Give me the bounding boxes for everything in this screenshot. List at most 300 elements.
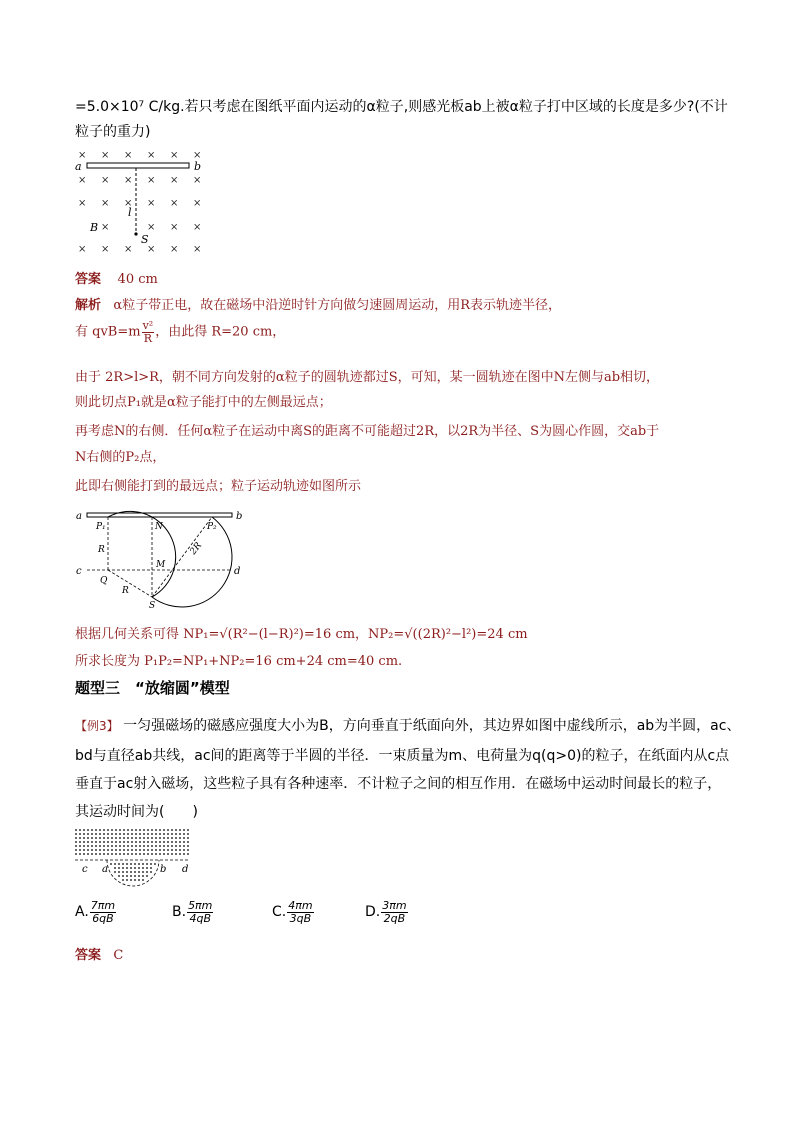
field-dot: [126, 863, 128, 865]
arc-small: [108, 511, 176, 597]
field-dot: [163, 845, 165, 847]
field-dot: [107, 853, 109, 855]
field-dot: [107, 833, 109, 835]
field-dot: [150, 867, 152, 869]
field-dot: [187, 837, 189, 839]
field-dot: [111, 841, 113, 843]
field-dot: [163, 849, 165, 851]
field-dot: [75, 845, 77, 847]
field-dot: [115, 849, 117, 851]
field-dot: [134, 879, 136, 881]
field-dot: [107, 849, 109, 851]
field-dot: [167, 829, 169, 831]
field-dot: [111, 837, 113, 839]
fig2-c: c: [76, 566, 82, 577]
field-dot: [115, 853, 117, 855]
field-dot: [115, 845, 117, 847]
field-dot: [99, 837, 101, 839]
field-dot: [122, 879, 124, 881]
field-cross: ×: [78, 150, 87, 161]
field-dot: [99, 829, 101, 831]
field-cross: ×: [124, 198, 133, 209]
field-dot: [91, 833, 93, 835]
field-dot: [103, 841, 105, 843]
field-dot: [130, 863, 132, 865]
field-dot: [155, 853, 157, 855]
analysis-line-6: N右侧的P₂点，: [75, 450, 166, 465]
field-dot: [167, 845, 169, 847]
field-dot: [103, 849, 105, 851]
field-dot: [83, 841, 85, 843]
example3-line-1: 【例3】 一匀强磁场的磁感应强度大小为B，方向垂直于纸面向外，其边界如图中虚线所示，ab为半圆，ac、: [75, 718, 741, 734]
field-dot: [183, 829, 185, 831]
field-dot: [151, 837, 153, 839]
field-dot: [175, 833, 177, 835]
field-dot: [175, 841, 177, 843]
analysis-line-3: 由于 2R>l>R，朝不同方向发射的α粒子的圆轨迹都过S，可知，某一圆轨迹在图中N左侧与ab相切，: [75, 370, 660, 385]
fig2-r2: R: [122, 586, 129, 596]
field-cross: ×: [101, 175, 110, 186]
field-dot: [127, 833, 129, 835]
label-S: S: [141, 233, 149, 246]
field-dot: [155, 845, 157, 847]
field-dot: [147, 841, 149, 843]
field-dot: [115, 837, 117, 839]
field-dot: [131, 837, 133, 839]
field-dot: [95, 837, 97, 839]
analysis-line-2: 有 qvB=m $\frac{\text{v²}}{R}$ ，由此得 R=20 cm，: [75, 319, 286, 345]
field-dot: [127, 841, 129, 843]
field-dot: [83, 833, 85, 835]
field-dot: [79, 841, 81, 843]
field-dot: [83, 845, 85, 847]
field-dot: [175, 829, 177, 831]
fig2-a: a: [76, 511, 82, 522]
field-dot: [135, 829, 137, 831]
field-dot: [138, 875, 140, 877]
field-cross: ×: [101, 198, 110, 209]
field-dot: [134, 867, 136, 869]
field-dot: [183, 837, 185, 839]
field-dot: [91, 849, 93, 851]
field-dot: [87, 833, 89, 835]
field-dot: [151, 833, 153, 835]
field-dot: [138, 871, 140, 873]
field-dot: [79, 833, 81, 835]
field-dot: [138, 879, 140, 881]
field-dot: [103, 837, 105, 839]
field-cross: ×: [147, 198, 156, 209]
field-dot: [135, 841, 137, 843]
fig2-m: M: [156, 560, 166, 570]
field-dot: [75, 849, 77, 851]
field-dot: [115, 841, 117, 843]
field-cross: ×: [124, 244, 133, 255]
field-dot: [150, 863, 152, 865]
field-dot: [159, 837, 161, 839]
field-dot: [143, 845, 145, 847]
field-dot: [146, 871, 148, 873]
field-dot: [146, 867, 148, 869]
fig2-s: S: [149, 601, 156, 611]
label-B: B: [90, 221, 99, 234]
field-dot: [139, 829, 141, 831]
answer-label: 答案: [75, 272, 102, 287]
field-dot: [110, 863, 112, 865]
field-dot: [171, 849, 173, 851]
option-d[interactable]: D. $\frac{3\pi m}{2qB}$: [365, 899, 407, 925]
field-dot: [135, 837, 137, 839]
field-dot: [111, 845, 113, 847]
fig2-p2: P₂: [207, 522, 217, 532]
field-dot: [139, 841, 141, 843]
example3-line-2: bd与直径ab共线，ac间的距离等于半圆的半径．一束质量为m、电荷量为q(q>0)的粒子，在纸面内从c点: [75, 748, 730, 764]
field-dot: [123, 833, 125, 835]
field-dot: [159, 841, 161, 843]
field-dot: [130, 867, 132, 869]
field-dot: [175, 853, 177, 855]
field-dot: [127, 829, 129, 831]
field-dot: [107, 841, 109, 843]
field-dot: [111, 849, 113, 851]
field-dot: [123, 841, 125, 843]
field-dot: [146, 875, 148, 877]
field-dot: [122, 871, 124, 873]
field-dot: [95, 833, 97, 835]
field-dot: [118, 875, 120, 877]
label-l: l: [128, 206, 132, 219]
field-dot: [123, 837, 125, 839]
field-dot: [95, 829, 97, 831]
field-dot: [179, 853, 181, 855]
answer-value: 40 cm: [117, 272, 158, 287]
label-b: b: [194, 160, 202, 173]
field-dot: [79, 837, 81, 839]
field-dot: [107, 837, 109, 839]
field-cross: ×: [170, 222, 179, 233]
field-dot: [95, 845, 97, 847]
field-dot: [119, 837, 121, 839]
field-dot: [175, 845, 177, 847]
field-dot: [79, 849, 81, 851]
analysis-label: 解析: [75, 298, 102, 313]
field-dot: [155, 833, 157, 835]
field-cross: ×: [170, 150, 179, 161]
field-dot: [167, 837, 169, 839]
figure-trajectory: [70, 505, 250, 613]
field-dot: [99, 833, 101, 835]
field-dot: [146, 863, 148, 865]
field-dot: [139, 849, 141, 851]
field-dot: [179, 829, 181, 831]
field-dot: [99, 845, 101, 847]
plate-ab: [87, 163, 189, 168]
field-dot: [134, 875, 136, 877]
field-dot: [107, 829, 109, 831]
field-dot: [114, 871, 116, 873]
field-dot: [111, 833, 113, 835]
field-dot: [91, 845, 93, 847]
field-crosses: [78, 150, 201, 255]
fig2-b: b: [236, 511, 243, 522]
fig3-b: b: [160, 864, 167, 875]
field-dot: [167, 853, 169, 855]
field-dot: [171, 845, 173, 847]
field-dot: [151, 849, 153, 851]
field-dot: [139, 833, 141, 835]
field-dot: [103, 829, 105, 831]
field-dot: [139, 845, 141, 847]
analysis-line-8: 根据几何关系可得 NP₁=√(R²−(l−R)²)=16 cm，NP₂=√((2R)²−l²)=24 cm: [75, 627, 528, 642]
field-dot: [183, 849, 185, 851]
field-dot: [119, 829, 121, 831]
field-dot: [159, 833, 161, 835]
field-dot: [175, 849, 177, 851]
field-dot: [179, 845, 181, 847]
field-cross: ×: [124, 175, 133, 186]
field-dot: [95, 853, 97, 855]
field-dot: [126, 875, 128, 877]
field-dot: [83, 849, 85, 851]
field-dot: [79, 853, 81, 855]
field-dot: [183, 845, 185, 847]
field-dot: [134, 863, 136, 865]
field-dot: [111, 829, 113, 831]
field-dot: [135, 853, 137, 855]
field-dot: [87, 841, 89, 843]
field-dot: [131, 849, 133, 851]
field-dot: [142, 871, 144, 873]
field-dot: [151, 841, 153, 843]
field-dot: [119, 849, 121, 851]
field-cross: ×: [101, 222, 110, 233]
source-point-s: [134, 232, 137, 235]
field-dot: [151, 829, 153, 831]
field-dot: [147, 837, 149, 839]
field-dot: [171, 853, 173, 855]
field-dot: [147, 833, 149, 835]
option-c[interactable]: C. $\frac{4\pi m}{3qB}$: [272, 899, 313, 925]
field-dot: [183, 833, 185, 835]
field-dot: [154, 863, 156, 865]
field-dot: [99, 849, 101, 851]
analysis-line-1: 解析 α粒子带正电，故在磁场中沿逆时针方向做匀速圆周运动，用R表示轨迹半径，: [75, 298, 561, 313]
field-dot: [171, 841, 173, 843]
fig2-q: Q: [100, 576, 108, 586]
fig3-c: c: [82, 864, 88, 875]
field-dot: [147, 853, 149, 855]
field-dot: [187, 841, 189, 843]
field-dot: [139, 853, 141, 855]
option-a[interactable]: A. $\frac{7\pi m}{6qB}$: [75, 899, 116, 925]
field-dot: [123, 853, 125, 855]
fig2-2r: 2R: [188, 540, 205, 557]
field-dot: [159, 829, 161, 831]
field-dot: [118, 867, 120, 869]
field-dot: [99, 841, 101, 843]
field-dot: [118, 863, 120, 865]
field-dot: [143, 841, 145, 843]
answer-1: [75, 268, 158, 287]
field-cross: ×: [101, 244, 110, 255]
example3-line-3: 垂直于ac射入磁场，这些粒子具有各种速率．不计粒子之间的相互作用．在磁场中运动时间最长的粒子，: [75, 776, 722, 792]
field-dot: [87, 845, 89, 847]
analysis-line-5: 再考虑N的右侧．任何α粒子在运动中离S的距离不可能超过2R，以2R为半径、S为圆心作圆，交ab于: [75, 424, 660, 439]
analysis-line-9: 所求长度为 P₁P₂=NP₁+NP₂=16 cm+24 cm=40 cm.: [75, 654, 403, 669]
field-cross: ×: [78, 175, 87, 186]
field-dot: [91, 841, 93, 843]
field-dot: [142, 863, 144, 865]
field-cross: ×: [78, 198, 87, 209]
field-dot: [126, 867, 128, 869]
field-dot: [79, 845, 81, 847]
fig2-p1: P₁: [96, 522, 106, 532]
field-cross: ×: [147, 175, 156, 186]
field-dot: [130, 879, 132, 881]
field-dot: [143, 837, 145, 839]
field-dot: [142, 879, 144, 881]
field-dot: [179, 833, 181, 835]
field-dot: [75, 837, 77, 839]
field-dot: [87, 829, 89, 831]
field-dot: [87, 853, 89, 855]
field-dot: [147, 845, 149, 847]
field-dot: [119, 833, 121, 835]
field-dot: [75, 829, 77, 831]
field-dot: [143, 849, 145, 851]
field-dot: [127, 837, 129, 839]
option-b[interactable]: B. $\frac{5\pi m}{4qB}$: [172, 899, 213, 925]
field-dot: [139, 837, 141, 839]
figure-dotted-field: [72, 826, 197, 888]
field-dot: [127, 849, 129, 851]
field-dot: [75, 833, 77, 835]
field-dot: [103, 833, 105, 835]
field-dot: [167, 849, 169, 851]
field-dot: [111, 853, 113, 855]
fig2-d: d: [234, 566, 241, 577]
example3-line-4: 其运动时间为( ): [75, 804, 198, 820]
field-dot: [143, 829, 145, 831]
section-title: 题型三 “放缩圆”模型: [75, 679, 230, 697]
field-dot: [83, 837, 85, 839]
field-dot: [134, 871, 136, 873]
field-dot: [103, 845, 105, 847]
field-dot: [143, 853, 145, 855]
field-cross: ×: [124, 150, 133, 161]
field-cross: ×: [193, 198, 202, 209]
field-dot: [142, 867, 144, 869]
field-cross: ×: [193, 244, 202, 255]
field-dot: [114, 867, 116, 869]
field-dot: [87, 849, 89, 851]
field-dot: [135, 833, 137, 835]
field-dot: [175, 837, 177, 839]
answer-3: [75, 944, 123, 963]
field-dot: [143, 833, 145, 835]
field-dot: [130, 871, 132, 873]
field-dot: [155, 837, 157, 839]
field-dot: [115, 829, 117, 831]
figure-plate-field: [70, 148, 210, 260]
field-dot: [122, 863, 124, 865]
field-dot: [87, 837, 89, 839]
field-dot: [119, 841, 121, 843]
field-dot: [163, 837, 165, 839]
field-cross: ×: [170, 244, 179, 255]
field-dot: [107, 845, 109, 847]
field-dot: [171, 829, 173, 831]
problem-line-2: 粒子的重力): [75, 124, 151, 140]
field-cross: ×: [78, 244, 87, 255]
field-dot: [118, 871, 120, 873]
field-dot: [123, 845, 125, 847]
field-cross: ×: [147, 244, 156, 255]
field-dot: [91, 829, 93, 831]
field-dot: [75, 841, 77, 843]
field-dot: [122, 867, 124, 869]
field-dot: [126, 879, 128, 881]
field-dot: [179, 841, 181, 843]
field-dot: [95, 849, 97, 851]
field-dot: [159, 845, 161, 847]
field-cross: ×: [170, 198, 179, 209]
field-dot: [171, 833, 173, 835]
field-cross: ×: [193, 150, 202, 161]
field-dot: [147, 849, 149, 851]
field-dot: [103, 853, 105, 855]
field-dot: [187, 845, 189, 847]
field-dot: [159, 853, 161, 855]
line-q-s: [108, 570, 152, 597]
field-dot: [95, 841, 97, 843]
field-dot: [138, 863, 140, 865]
field-dot: [119, 853, 121, 855]
field-dot: [187, 833, 189, 835]
field-dot: [179, 849, 181, 851]
answer3-label: 答案: [75, 948, 102, 963]
fig3-a: a: [102, 864, 108, 875]
field-dot: [183, 853, 185, 855]
field-dot: [138, 867, 140, 869]
field-dot: [83, 829, 85, 831]
field-dot: [115, 833, 117, 835]
field-dot: [163, 841, 165, 843]
field-cross: ×: [170, 175, 179, 186]
fig3-d: d: [182, 864, 189, 875]
field-cross: ×: [193, 222, 202, 233]
field-dot: [127, 853, 129, 855]
field-dot: [187, 853, 189, 855]
field-dot: [163, 833, 165, 835]
field-dot: [122, 875, 124, 877]
field-dot: [155, 849, 157, 851]
field-dot: [147, 829, 149, 831]
field-dot: [142, 875, 144, 877]
field-dot: [91, 837, 93, 839]
field-dot: [123, 849, 125, 851]
field-dot: [114, 863, 116, 865]
field-dot: [99, 853, 101, 855]
field-dot: [79, 829, 81, 831]
field-dot: [159, 849, 161, 851]
answer3-value: C: [113, 948, 124, 963]
field-dot: [131, 853, 133, 855]
field-dot: [179, 837, 181, 839]
field-dot: [127, 845, 129, 847]
field-dot: [83, 853, 85, 855]
field-dots: [75, 829, 189, 881]
